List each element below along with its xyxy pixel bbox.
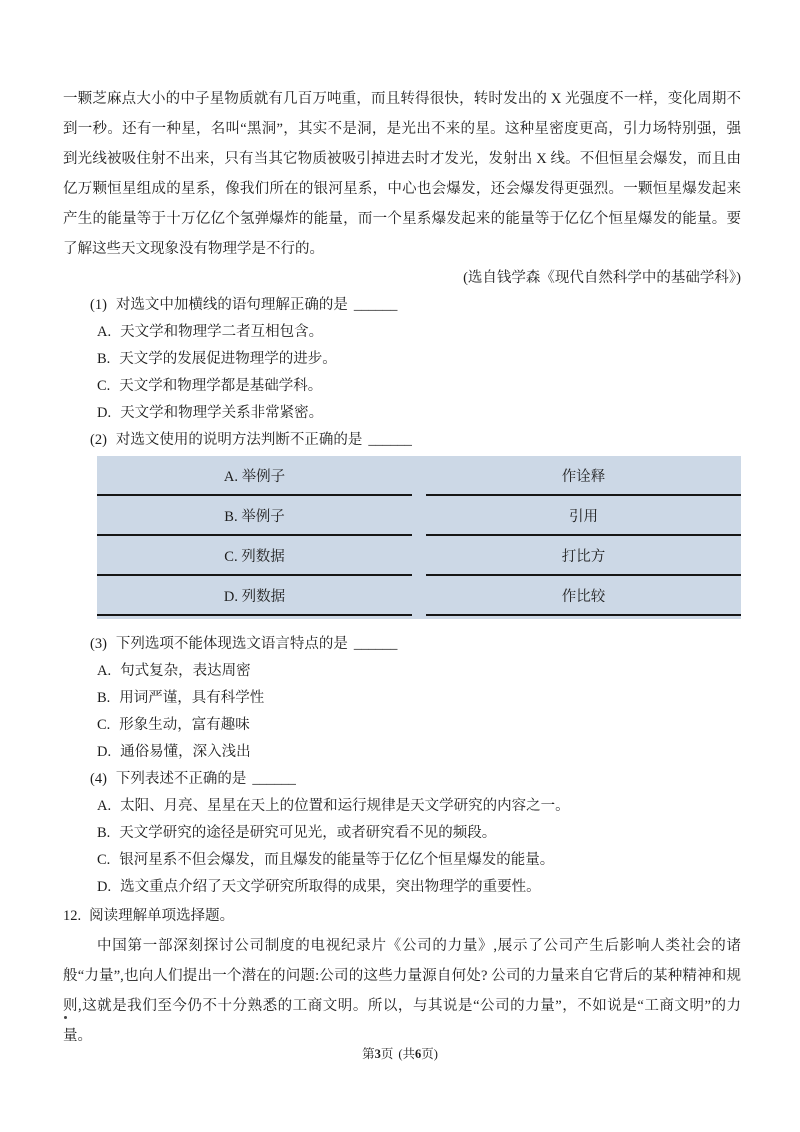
- scan-artifact-dot: [64, 1016, 67, 1019]
- answer-blank-4: ______: [252, 771, 296, 787]
- question-3-option-d: [63, 739, 741, 766]
- option-letter: B.: [97, 825, 111, 841]
- answer-blank-2: ______: [368, 432, 412, 448]
- footer-close: 页): [421, 1047, 438, 1061]
- cell-text: D. 列数据: [223, 588, 286, 605]
- option-text: 选文重点介绍了天文学研究所取得的成果，突出物理学的重要性。: [120, 879, 541, 895]
- table-row: [97, 576, 741, 616]
- question-1-option-c: [63, 373, 741, 400]
- table-cell-method: [426, 456, 741, 496]
- option-text: 天文学和物理学关系非常紧密。: [120, 405, 324, 421]
- answer-blank-3: ______: [353, 636, 398, 652]
- option-text: 天文学和物理学二者互相包含。: [120, 324, 324, 340]
- question-4-option-b: [63, 820, 741, 847]
- question-2-number: (2): [90, 432, 107, 448]
- footer-page-number: 3: [374, 1047, 381, 1061]
- question-12-text: 阅读理解单项选择题。: [89, 908, 235, 924]
- table-cell-method: [426, 576, 741, 616]
- table-row: [97, 536, 741, 576]
- question-3-option-b: [63, 685, 741, 712]
- footer-total-pages: 6: [415, 1047, 422, 1061]
- option-letter: C.: [97, 852, 111, 868]
- option-text: 用词严谨，具有科学性: [119, 690, 265, 706]
- intro-paragraph: 一颗芝麻点大小的中子星物质就有几百万吨重，而且转得很快，转时发出的 X 光强度不一样，变化周期不到一秒。还有一种星，名叫“黑洞”，其实不是洞，是光出不来的星。这种星密度更高，引力场特别强，强到光线被吸住射不出来，只有当其它物质被吸引掉进去时才发光，发射出 X 线。不但恒星会爆发，而且由亿万颗恒星组成的星系，像我们所在的银河星系，中心也会爆发，还会爆发得更强烈。一颗恒星爆发起来产生的能量等于十万亿亿个氢弹爆炸的能量，而一个星系爆发起来的能量等于亿亿个恒星爆发的能量。要了解这些天文现象没有物理学是不行的。: [63, 91, 741, 257]
- option-text: 形象生动，富有趣味: [119, 717, 250, 733]
- table-cell-option: [97, 496, 412, 536]
- question-4-stem: [63, 766, 741, 793]
- question-2-stem: [63, 427, 741, 454]
- table-row: [97, 496, 741, 536]
- table-cell-option: [97, 456, 412, 496]
- option-letter: C.: [97, 717, 111, 733]
- option-letter: B.: [97, 351, 111, 367]
- question-4-option-c: [63, 847, 741, 874]
- question-1-stem: [63, 292, 741, 319]
- option-letter: B.: [97, 690, 111, 706]
- cell-text: 作比较: [561, 588, 606, 605]
- citation-line: (选自钱学森《现代自然科学中的基础学科》): [463, 270, 741, 286]
- cell-text: 引用: [569, 508, 598, 525]
- table-cell-option: [97, 536, 412, 576]
- question-1-option-b: [63, 346, 741, 373]
- option-letter: D.: [97, 744, 112, 760]
- question-1-option-d: [63, 400, 741, 427]
- question-1-number: (1): [90, 297, 107, 313]
- question-1-option-a: [63, 319, 741, 346]
- cell-text: 作诠释: [561, 468, 606, 485]
- table-row: [97, 456, 741, 496]
- option-text: 天文学研究的途径是研究可见光，或者研究看不见的频段。: [119, 825, 497, 841]
- cell-text: B. 举例子: [224, 508, 285, 525]
- question-4-option-d: [63, 874, 741, 901]
- option-text: 银河星系不但会爆发，而且爆发的能量等于亿亿个恒星爆发的能量。: [119, 852, 555, 868]
- option-letter: D.: [97, 405, 112, 421]
- question-12-stem: [63, 901, 741, 931]
- question-4-number: (4): [90, 771, 107, 787]
- explanation-methods-table: [97, 456, 741, 619]
- answer-blank-1: ______: [353, 297, 398, 313]
- question-3-stem: [63, 631, 741, 658]
- option-letter: A.: [97, 324, 112, 340]
- table-cell-method: [426, 536, 741, 576]
- question-3-option-c: [63, 712, 741, 739]
- question-12-number: 12.: [63, 908, 82, 924]
- footer-open: (共: [398, 1047, 416, 1061]
- question-4-text: 下列表述不正确的是: [115, 771, 247, 787]
- cell-text: A. 举例子: [223, 468, 286, 485]
- question-4-option-a: [63, 793, 741, 820]
- option-text: 句式复杂，表达周密: [120, 663, 251, 679]
- footer-mid: 页: [380, 1047, 394, 1061]
- table-cell-option: [97, 576, 412, 616]
- question-2-text: 对选文使用的说明方法判断不正确的是: [115, 432, 363, 448]
- option-text: 通俗易懂，深入浅出: [120, 744, 251, 760]
- question-3-option-a: [63, 658, 741, 685]
- cell-text: 打比方: [561, 548, 606, 565]
- question-1-text: 对选文中加横线的语句理解正确的是: [115, 297, 348, 313]
- option-letter: C.: [97, 378, 111, 394]
- page-footer: [0, 1044, 800, 1062]
- option-text: 太阳、月亮、星星在天上的位置和运行规律是天文学研究的内容之一。: [120, 798, 570, 814]
- table-cell-method: [426, 496, 741, 536]
- question-3-number: (3): [90, 636, 107, 652]
- option-letter: D.: [97, 879, 112, 895]
- option-text: 天文学和物理学都是基础学科。: [119, 378, 323, 394]
- cell-text: C. 列数据: [224, 548, 285, 565]
- question-3-text: 下列选项不能体现选文语言特点的是: [115, 636, 348, 652]
- footer-prefix: 第: [362, 1047, 375, 1061]
- option-text: 天文学的发展促进物理学的进步。: [119, 351, 337, 367]
- question-12-passage: 中国第一部深刻探讨公司制度的电视纪录片《公司的力量》,展示了公司产生后影响人类社会的诸般“力量”,也向人们提出一个潜在的问题:公司的这些力量源自何处? 公司的力量来自它背后的某种精神和规则,这就是我们至今仍不十分熟悉的工商文明。所以，与其说是“公司的力量”，不如说是“工商文明”的力量。: [63, 938, 741, 1044]
- option-letter: A.: [97, 798, 112, 814]
- option-letter: A.: [97, 663, 112, 679]
